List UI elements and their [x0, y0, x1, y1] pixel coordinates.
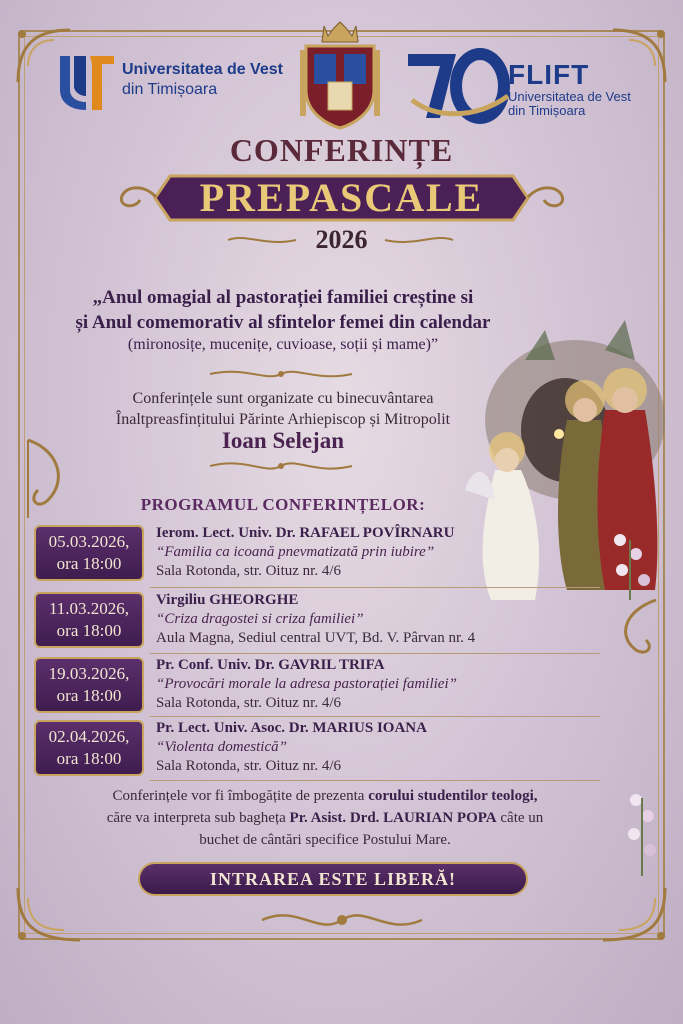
event-location: Sala Rotonda, str. Oituz nr. 4/6	[156, 758, 341, 774]
event-location: Aula Magna, Sediul central UVT, Bd. V. Pârvan nr. 4	[156, 630, 476, 646]
event-separator	[150, 587, 600, 588]
theme-line1: „Anul omagial al pastorației familiei creștine si	[92, 287, 474, 308]
title-line2: PREPASCALE	[199, 175, 484, 220]
theme-line2: și Anul comemorativ al sfintelor femei din calendar	[75, 312, 491, 333]
event-item	[34, 657, 614, 713]
footer-line2-a: căre va interpreta sub bagheța	[106, 810, 290, 826]
divider-ornament-2	[206, 457, 356, 475]
flift-line2: din Timișoara	[508, 103, 586, 118]
event-location: Sala Rotonda, str. Oituz nr. 4/6	[156, 563, 341, 579]
blessing-line1: Conferințele sunt organizate cu binecuvântarea	[132, 390, 434, 407]
event-title: “Criza dragostei si criza familiei”	[156, 611, 364, 627]
event-time: ora 18:00	[56, 621, 122, 640]
flift-logo	[404, 48, 644, 124]
event-title: “Familia ca icoană pnevmatizată prin iubire”	[156, 544, 435, 560]
event-date: 05.03.2026,	[48, 532, 130, 551]
flift-name	[508, 60, 631, 118]
uvt-name-line1: Universitatea de Vest	[122, 61, 283, 78]
flift-line1: Universitatea de Vest	[508, 89, 631, 104]
event-date-badge	[34, 720, 144, 776]
corner-ornament-br	[599, 884, 669, 944]
event-separator	[150, 780, 600, 781]
event-speaker: Ierom. Lect. Univ. Dr. RAFAEL POVÎRNARU	[156, 525, 455, 541]
event-time: ora 18:00	[56, 554, 122, 573]
event-date-badge	[34, 525, 144, 581]
theme-line3: (mironosițe, mucenițe, cuvioase, soții și mame)”	[127, 336, 439, 353]
event-speaker: Virgiliu GHEORGHE	[156, 592, 299, 608]
event-title: “Violenta domestică”	[156, 739, 287, 755]
footer-line1-a: Conferințele vor fi îmbogățite de prezenta	[112, 788, 369, 804]
event-time: ora 18:00	[56, 749, 122, 768]
uvt-logo	[56, 52, 296, 112]
event-date: 11.03.2026,	[48, 599, 130, 618]
event-date-badge	[34, 592, 144, 648]
footer-line2	[40, 810, 610, 827]
event-title: “Provocări morale la adresa pastorației familiei”	[156, 676, 457, 692]
event-separator	[150, 716, 600, 717]
metropolis-crest-icon	[294, 20, 386, 130]
metropolitan-name: Ioan Selejan	[221, 428, 345, 453]
uvt-logo-icon	[56, 52, 116, 110]
event-speaker: Pr. Conf. Univ. Dr. GAVRIL TRIFA	[156, 657, 385, 673]
event-item	[34, 592, 614, 648]
footer-line1	[40, 788, 610, 805]
flift-70-anniversary-icon	[404, 48, 512, 124]
flift-title: FLIFT	[508, 59, 590, 90]
title-year: 2026	[315, 225, 368, 254]
event-item	[34, 525, 614, 581]
event-separator	[150, 653, 600, 654]
event-speaker: Pr. Lect. Univ. Asoc. Dr. MARIUS IOANA	[156, 720, 427, 736]
footer-line1-b: corului studentilor teologi,	[368, 788, 538, 804]
uvt-name	[122, 60, 283, 100]
program-title: PROGRAMUL CONFERINȚELOR:	[140, 495, 426, 514]
bottom-center-ornament	[258, 900, 426, 940]
event-item	[34, 720, 614, 776]
blessing-line2: Înaltpreasfințitului Părinte Arhiepiscop și Mitropolit	[115, 411, 451, 428]
event-date-badge	[34, 657, 144, 713]
event-date: 02.04.2026,	[48, 727, 130, 746]
flowers-right-lower	[616, 780, 668, 880]
title-line1: CONFERINȚE	[229, 132, 454, 168]
footer-line2-c: câte un	[496, 810, 544, 826]
event-location: Sala Rotonda, str. Oituz nr. 4/6	[156, 695, 341, 711]
footer-line3: buchet de cântări specifice Postului Mare.	[199, 832, 451, 848]
event-time: ora 18:00	[56, 686, 122, 705]
divider-ornament	[206, 366, 356, 382]
uvt-name-line2: din Timișoara	[122, 81, 218, 98]
footer-line2-b: Pr. Asist. Drd. LAURIAN POPA	[289, 810, 497, 826]
corner-ornament-bl	[14, 884, 84, 944]
event-date: 19.03.2026,	[48, 664, 130, 683]
year-flourish-right	[383, 233, 457, 247]
free-entry-banner: INTRAREA ESTE LIBERĂ!	[138, 862, 528, 896]
